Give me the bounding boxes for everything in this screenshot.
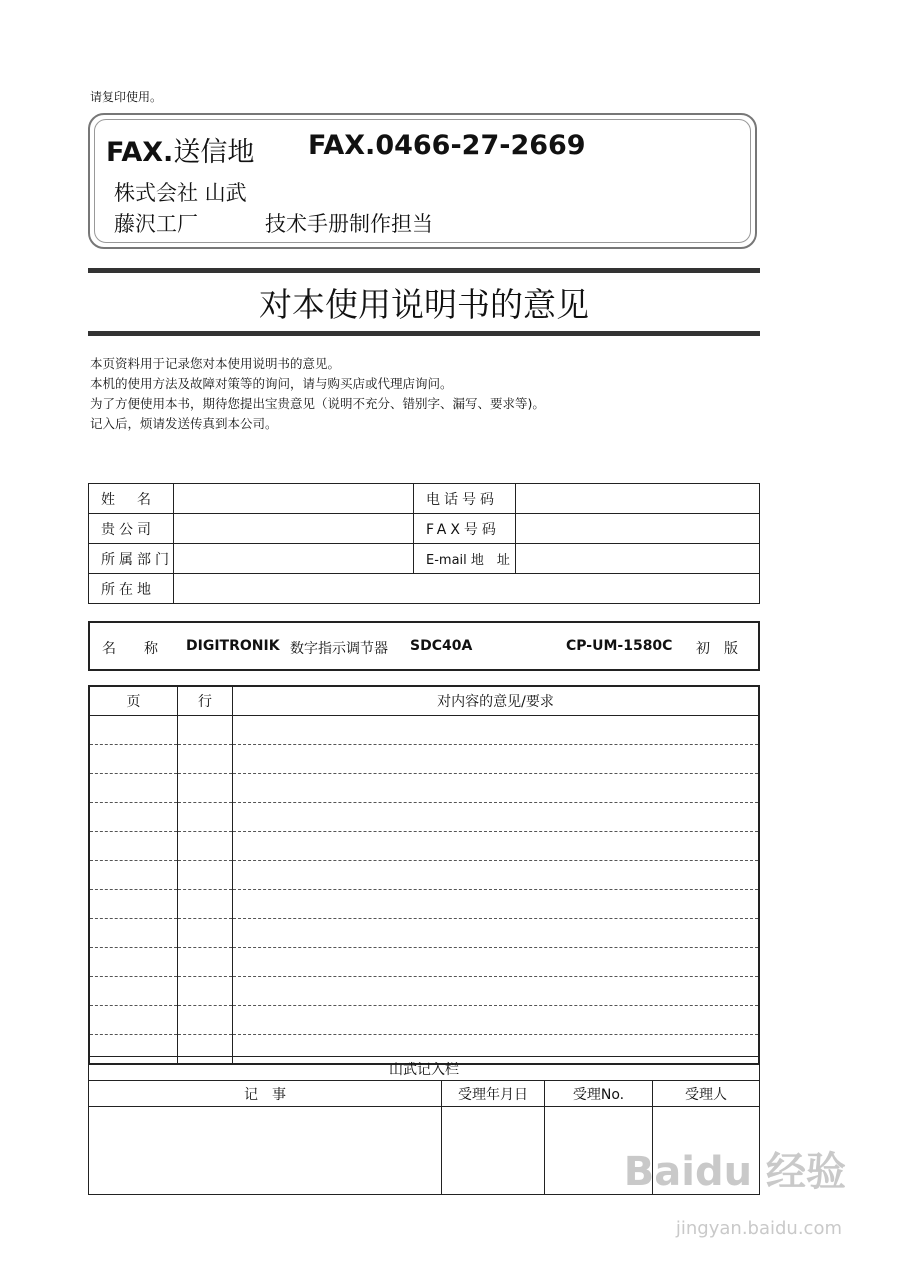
phone-field[interactable] xyxy=(516,484,760,514)
page-column-header: 页 xyxy=(89,686,178,716)
baidu-watermark: Baidu 经验 xyxy=(623,1149,846,1195)
line-cell[interactable] xyxy=(178,745,233,774)
received-date-header: 受理年月日 xyxy=(442,1081,545,1107)
content-cell[interactable] xyxy=(233,803,760,832)
page-cell[interactable] xyxy=(89,832,178,861)
content-cell[interactable] xyxy=(233,977,760,1006)
line-cell[interactable] xyxy=(178,803,233,832)
line-cell[interactable] xyxy=(178,774,233,803)
comment-row xyxy=(89,1006,759,1035)
received-no-header: 受理No. xyxy=(545,1081,653,1107)
title-rule-top xyxy=(88,268,760,273)
comment-row xyxy=(89,919,759,948)
line-cell[interactable] xyxy=(178,948,233,977)
page-cell[interactable] xyxy=(89,774,178,803)
product-label: 名 称 xyxy=(102,641,158,657)
company-field[interactable] xyxy=(174,514,414,544)
product-description: 数字指示调节器 xyxy=(290,641,388,657)
page-cell[interactable] xyxy=(89,803,178,832)
fax-factory: 藤沢工厂 xyxy=(114,212,198,236)
contact-info-table xyxy=(88,483,760,604)
address-label: 所在地 xyxy=(89,574,174,604)
content-cell[interactable] xyxy=(233,919,760,948)
department-label: 所属部门 xyxy=(89,544,174,574)
content-cell[interactable] xyxy=(233,1006,760,1035)
name-field[interactable] xyxy=(174,484,414,514)
line-cell[interactable] xyxy=(178,716,233,745)
fax-label: FAX号码 xyxy=(414,514,516,544)
fax-field[interactable] xyxy=(516,514,760,544)
line-cell[interactable] xyxy=(178,1006,233,1035)
product-model: SDC40A xyxy=(410,638,473,654)
content-cell[interactable] xyxy=(233,774,760,803)
content-cell[interactable] xyxy=(233,890,760,919)
phone-label: 电话号码 xyxy=(414,484,516,514)
intro-line: 本页资料用于记录您对本使用说明书的意见。 xyxy=(90,356,341,371)
comment-row xyxy=(89,861,759,890)
title-rule-bottom xyxy=(88,331,760,336)
comment-row xyxy=(89,716,759,745)
page-cell[interactable] xyxy=(89,948,178,977)
intro-line: 记入后，烦请发送传真到本公司。 xyxy=(90,416,278,431)
fax-company: 株式会社 山武 xyxy=(114,181,247,205)
comment-row xyxy=(89,977,759,1006)
page-title: 对本使用说明书的意见 xyxy=(259,285,589,324)
fax-destination-title: FAX.送信地 xyxy=(106,137,255,168)
page-cell[interactable] xyxy=(89,1006,178,1035)
email-field[interactable] xyxy=(516,544,760,574)
page-cell[interactable] xyxy=(89,745,178,774)
line-column-header: 行 xyxy=(178,686,233,716)
intro-line: 为了方便使用本书，期待您提出宝贵意见（说明不充分、错别字、漏写、要求等)。 xyxy=(90,396,545,411)
page-cell[interactable] xyxy=(89,716,178,745)
email-label: E-mail 地 址 xyxy=(414,544,516,574)
comment-row xyxy=(89,774,759,803)
line-cell[interactable] xyxy=(178,890,233,919)
comment-row xyxy=(89,745,759,774)
receiver-header: 受理人 xyxy=(653,1081,760,1107)
copy-note: 请复印使用。 xyxy=(90,90,163,104)
matter-cell[interactable] xyxy=(89,1107,442,1195)
product-brand: DIGITRONIK xyxy=(186,638,280,654)
content-cell[interactable] xyxy=(233,716,760,745)
line-cell[interactable] xyxy=(178,919,233,948)
comment-row xyxy=(89,948,759,977)
manual-code: CP-UM-1580C xyxy=(566,638,673,654)
department-field[interactable] xyxy=(174,544,414,574)
yamatake-header: 山武记入栏 xyxy=(89,1057,760,1081)
content-column-header: 对内容的意见/要求 xyxy=(233,686,760,716)
fax-department: 技术手册制作担当 xyxy=(265,212,433,236)
line-cell[interactable] xyxy=(178,832,233,861)
comment-row xyxy=(89,803,759,832)
content-cell[interactable] xyxy=(233,861,760,890)
comment-row xyxy=(89,890,759,919)
baidu-watermark-url: jingyan.baidu.com xyxy=(675,1218,842,1239)
content-cell[interactable] xyxy=(233,745,760,774)
company-label: 贵公司 xyxy=(89,514,174,544)
address-field[interactable] xyxy=(174,574,760,604)
page-cell[interactable] xyxy=(89,890,178,919)
page-cell[interactable] xyxy=(89,977,178,1006)
fax-number: FAX.0466-27-2669 xyxy=(308,130,586,161)
matter-header: 记 事 xyxy=(89,1081,442,1107)
comments-table xyxy=(88,685,760,1065)
line-cell[interactable] xyxy=(178,977,233,1006)
content-cell[interactable] xyxy=(233,832,760,861)
manual-edition: 初 版 xyxy=(696,641,738,657)
comment-row xyxy=(89,832,759,861)
content-cell[interactable] xyxy=(233,948,760,977)
intro-line: 本机的使用方法及故障对策等的询问，请与购买店或代理店询问。 xyxy=(90,376,453,391)
line-cell[interactable] xyxy=(178,861,233,890)
name-label: 姓 名 xyxy=(89,484,174,514)
page-cell[interactable] xyxy=(89,861,178,890)
product-name-box xyxy=(88,621,760,671)
received-date-cell[interactable] xyxy=(442,1107,545,1195)
page-cell[interactable] xyxy=(89,919,178,948)
